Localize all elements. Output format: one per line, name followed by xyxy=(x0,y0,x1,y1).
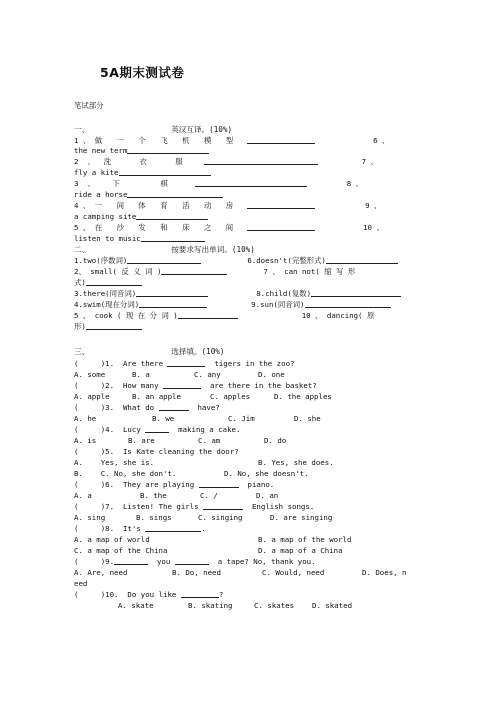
q9-options: A. Are, need B. Do, need C. Would, need D. Does, n xyxy=(74,568,407,577)
q5: ( )5. Is Kate cleaning the door? xyxy=(74,447,239,456)
s2-row-4: 4.swim(现在分词) 9.sun(同音词) xyxy=(74,300,450,309)
s1-item-5-en: listen to music xyxy=(74,234,450,243)
q4: ( )4. Lucy making a cake. xyxy=(74,425,241,434)
q4-options: A. is B. are C. am D. do xyxy=(74,436,287,445)
q9: ( )9. you a tape? No, thank you. xyxy=(74,557,316,566)
s1-item-4-en: a camping site xyxy=(74,212,450,221)
s1-item-5: 5 、 在 沙 发 和 床 之 间 10 、 xyxy=(74,223,384,232)
s1-item-3-en: ride a horse xyxy=(74,190,450,199)
q8: ( )8. It's . xyxy=(74,524,206,533)
q6: ( )6. They are playing piano. xyxy=(74,480,275,489)
s2-row-3: 3.there(同音词) 8.child(复数) xyxy=(74,289,450,298)
q9-options-wrap: eed xyxy=(74,579,88,588)
section1-header: 一、 英汉互译。(10%) xyxy=(74,125,233,134)
section3-header: 三、 选择填。(10%) xyxy=(74,347,225,356)
page-title: 5A期末测试卷 xyxy=(100,65,185,80)
section2-heading: 按要求写出单词。(10%) xyxy=(171,245,255,254)
s2-row-2: 2、 small( 反 义 词 ) 7 、 can not( 缩 写 形 xyxy=(74,267,356,276)
section1-heading: 英汉互译。(10%) xyxy=(171,125,233,134)
s1-item-1: 1 、 做 一 个 飞 机 模 型 6 、 xyxy=(74,136,390,145)
q10-options: A. skate B. skating C. skates D. skated xyxy=(118,601,353,610)
s1-item-3: 3 、 下 棋 8 、 xyxy=(74,179,363,188)
s1-item-2-en: fly a kite xyxy=(74,168,450,177)
q2-options: A. apple B. an apple C. apples D. the apples xyxy=(74,392,332,401)
s2-row-1: 1.two(序数词) 6.doesn't(完整形式) xyxy=(74,256,450,265)
q2: ( )2. How many are there in the basket? xyxy=(74,381,317,390)
q5-options-2: B. C. No, she don't. D. No, she doesn't. xyxy=(74,469,309,478)
s2-row-5-cont: 形) xyxy=(74,322,450,331)
s1-item-1-en: the new term xyxy=(74,146,450,155)
section3-heading: 选择填。(10%) xyxy=(171,347,225,356)
q10: ( )10. Do you like ? xyxy=(74,590,224,599)
q1-options: A. some B. a C. any D. one xyxy=(74,370,285,379)
q8-options-2: C. a map of the China D. a map of a China xyxy=(74,546,343,555)
q7: ( )7. Listen! The girls English songs. xyxy=(74,502,315,511)
q1: ( )1. Are there tigers in the zoo? xyxy=(74,359,295,368)
written-part-label: 笔试部分 xyxy=(74,101,104,110)
s1-item-4: 4 、 一 间 体 育 活 动 房 9 、 xyxy=(74,201,382,210)
q3: ( )3. What do have? xyxy=(74,403,220,412)
q6-options: A. a B. the C. / D. an xyxy=(74,491,279,500)
s2-row-2-cont: 式) xyxy=(74,278,450,287)
q5-options-1: A. Yes, she is. B. Yes, she does. xyxy=(74,458,334,467)
q7-options: A. sing B. sings C. singing D. are singing xyxy=(74,513,333,522)
q3-options: A. he B. we C. Jim D. she xyxy=(74,414,321,423)
q8-options-1: A. a map of world B. a map of the world xyxy=(74,535,352,544)
section2-header: 二、 按要求写出单词。(10%) xyxy=(74,245,255,254)
s1-item-2: 2 、 洗 衣 服 7 、 xyxy=(74,157,378,166)
s2-row-5: 5 、 cook ( 现 在 分 词 ) 10 、 dancing( 原 xyxy=(74,311,375,320)
